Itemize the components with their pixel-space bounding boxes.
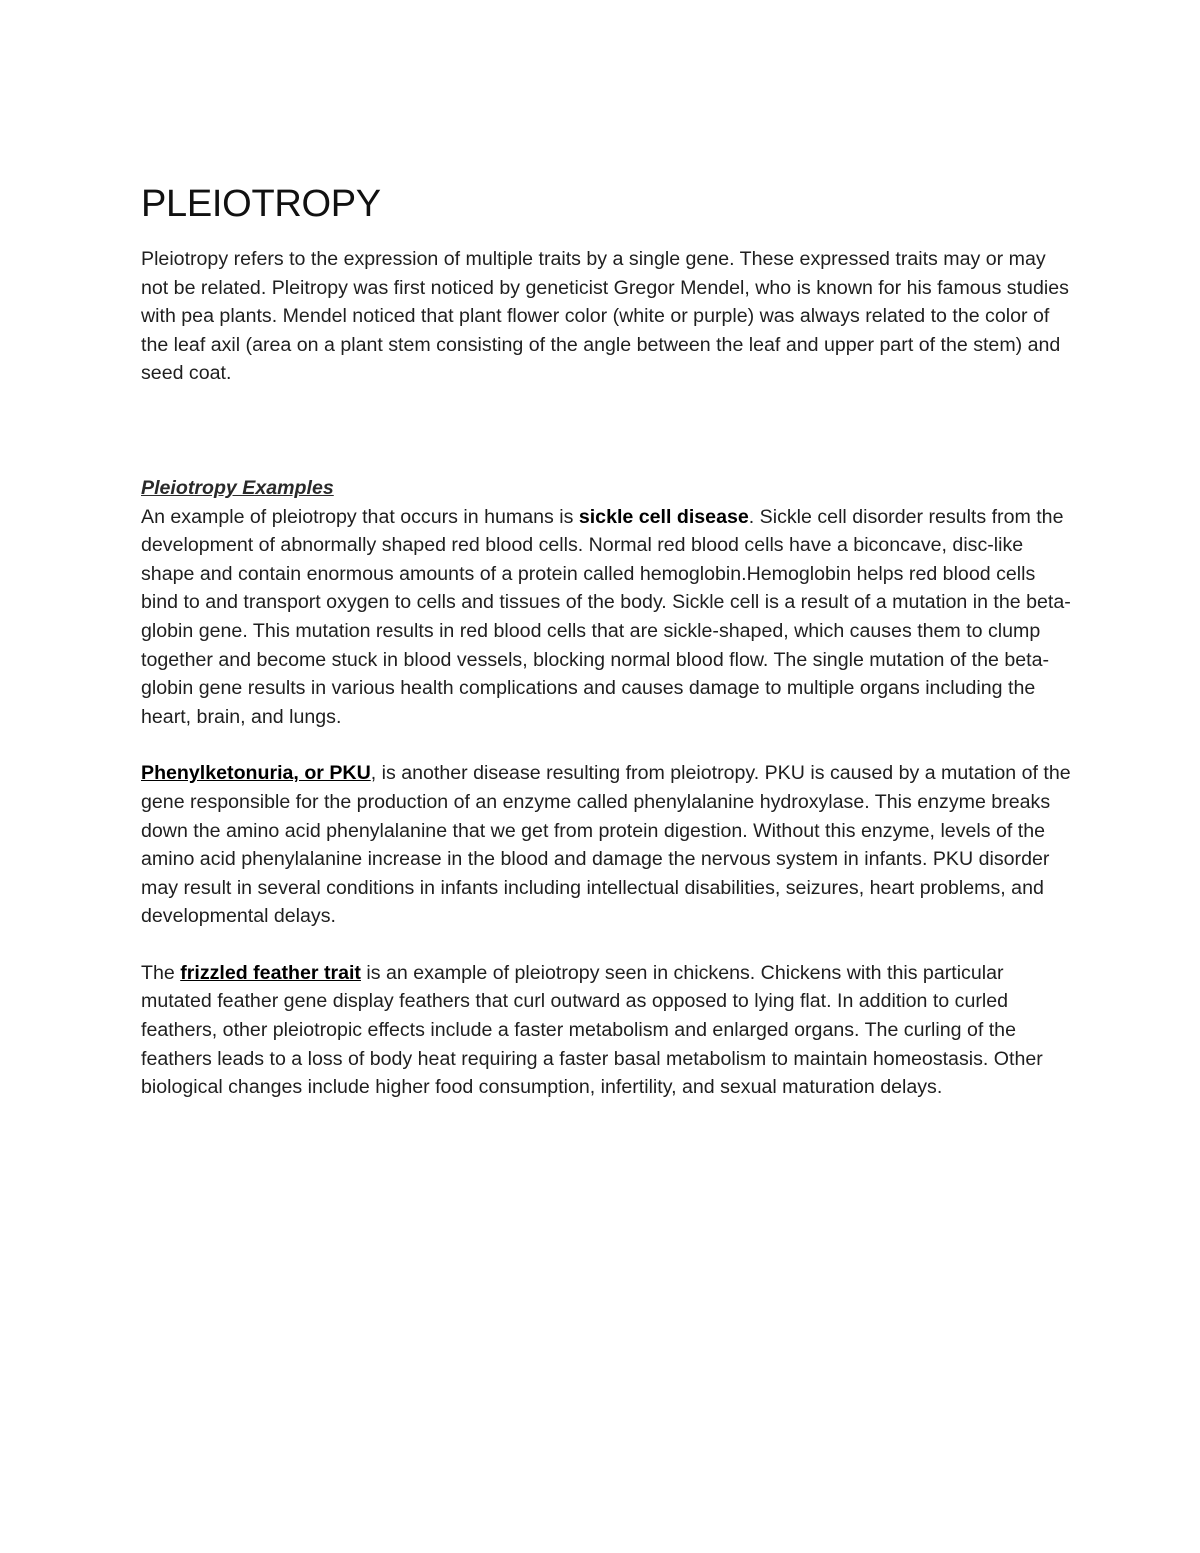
- frizzled-feather-paragraph: [141, 959, 1071, 1102]
- pku-body-text: , is another disease resulting from pleiotropy. PKU is caused by a mutation of the gene responsible for the production of an enzyme called phenylalanine hydroxylase. This enzyme breaks down the amino acid phenylalanine that we get from protein digestion. Without this enzyme, levels of the amino acid phenylalanine increase in the blood and damage the nervous system in infants. PKU disorder may result in several conditions in infants including intellectual disabilities, seizures, heart problems, and developmental delays.: [141, 762, 1071, 928]
- sickle-cell-term: sickle cell disease: [578, 505, 749, 528]
- sickle-cell-body-text: . Sickle cell disorder results from the development of abnormally shaped red blood cells. Normal red blood cells have a biconcave, disc-like shape and contain enormous amounts of a protein called hemoglobin.Hemoglobin helps red blood cells bind to and transport oxygen to cells and tissues of the body. Sickle cell is a result of a mutation in the beta-globin gene. This mutation results in red blood cells that are sickle-shaped, which causes them to clump together and become stuck in blood vessels, blocking normal blood flow. The single mutation of the beta-globin gene results in various health complications and causes damage to multiple organs including the heart, brain, and lungs.: [141, 505, 1071, 728]
- document-page: [141, 180, 1071, 1102]
- pku-paragraph: [141, 759, 1071, 931]
- intro-paragraph: Pleiotropy refers to the expression of multiple traits by a single gene. These expressed traits may or may not be related. Pleitropy was first noticed by geneticist Gregor Mendel, who is known for his famous studies with pea plants. Mendel noticed that plant flower color (white or purple) was always related to the color of the leaf axil (area on a plant stem consisting of the angle between the leaf and upper part of the stem) and seed coat.: [141, 248, 1069, 385]
- frizzled-feather-term: frizzled feather trait: [180, 961, 361, 984]
- frizzled-intro-text: The: [141, 961, 181, 984]
- pku-term: Phenylketonuria, or PKU: [141, 762, 371, 785]
- examples-heading: Pleiotropy Examples: [141, 476, 334, 499]
- sickle-cell-paragraph: [141, 503, 1071, 732]
- document-title: PLEIOTROPY: [141, 183, 381, 225]
- sickle-cell-intro-text: An example of pleiotropy that occurs in humans is: [141, 505, 579, 528]
- frizzled-body-text: is an example of pleiotropy seen in chickens. Chickens with this particular mutated feather gene display feathers that curl outward as opposed to lying flat. In addition to curled feathers, other pleiotropic effects include a faster metabolism and enlarged organs. The curling of the feathers leads to a loss of body heat requiring a faster basal metabolism to maintain homeostasis. Other biological changes include higher food consumption, infertility, and sexual maturation delays.: [141, 961, 1043, 1099]
